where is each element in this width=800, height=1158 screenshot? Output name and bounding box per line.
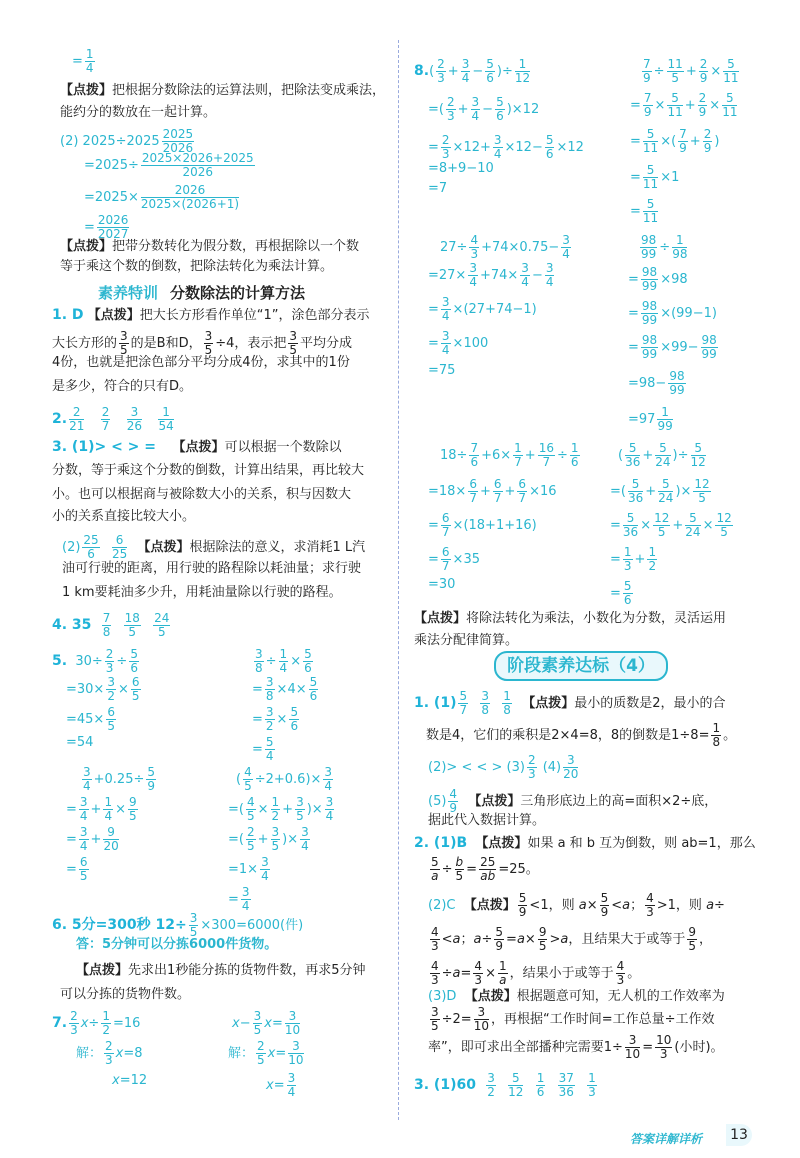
eq-line: 解： $\frac{2}{5}$ x= $\frac{3}{10}$	[228, 1039, 304, 1067]
eq-line: = $\frac{5}{11}$ ×( $\frac{7}{9}$ + $\frac{2}{9}$ )	[630, 127, 720, 155]
eq-line: =45× $\frac{6}{5}$	[66, 705, 115, 733]
tip-text: 【点拨】把带分数转化为假分数，再根据除以一个数	[60, 239, 360, 254]
section-title: 素养特训 分数除法的计算方法	[98, 284, 306, 302]
answer-3: 1 km要耗油多少升，用耗油量除以行驶的路程。	[62, 585, 342, 600]
eq-line: =97 $\frac{1}{99}$	[628, 405, 673, 433]
eq-line: = $\frac{3}{4}$ + $\frac{9}{20}$	[66, 825, 119, 853]
answer-1: 大长方形的 $\frac{3}{5}$ 的是B和D， $\frac{3}{5}$ ÷4，表示把 $\frac{3}{5}$ 平均分成	[52, 329, 353, 357]
answer-5: 5. 30÷ $\frac{2}{3}$ ÷ $\frac{5}{6}$	[52, 647, 138, 675]
answer-6: 答：5分钟可以分拣6000件货物。	[76, 937, 278, 952]
eq-line: = $\frac{98}{99}$ ×99− $\frac{98}{99}$	[628, 333, 717, 361]
eq-line: $\frac{3}{4}$ +0.25÷ $\frac{5}{9}$	[83, 765, 156, 793]
footer-label: 答案详解详析	[630, 1132, 703, 1146]
eq-line: 解： $\frac{2}{3}$ x=8	[76, 1039, 143, 1067]
answer-1: 是多少，符合的只有D。	[52, 379, 193, 394]
stage-answer-2: $\frac{3}{5}$ ÷2= $\frac{3}{10}$ ，再根据“工作时间=工作总量÷工作效	[431, 1005, 715, 1033]
stage-answer-2: 2. (1)B 【点拨】如果 a 和 b 互为倒数，则 ab=1，那么	[414, 835, 756, 851]
eq-line: =2025× $\frac{2026}{2025\times(2026+1)}$	[84, 183, 240, 211]
answer-1: 1. D 【点拨】把大长方形看作单位“1”，涂色部分表示	[52, 307, 370, 323]
eq-line: =( $\frac{5}{36}$ + $\frac{5}{24}$ )× $\frac{12}{5}$	[610, 477, 710, 505]
stage-answer-2: $\frac{4}{3}$ ÷a= $\frac{4}{3}$ × $\frac{1}{a}$ ，结果小于或等于 $\frac{4}{3}$ 。	[431, 959, 641, 987]
eq-line: $\frac{3}{8}$ ÷ $\frac{1}{4}$ × $\frac{5}{6}$	[255, 647, 312, 675]
answer-4: 4. 35 $\frac{7}{8}$ $\frac{18}{5}$ $\frac{24}{5}$	[52, 611, 170, 639]
page-number: 13	[726, 1124, 752, 1146]
eq-line: = $\frac{5}{11}$	[630, 197, 659, 225]
stage-answer-2: (2)C 【点拨】 $\frac{5}{9}$ <1，则 a× $\frac{5}{9}$ <a； $\frac{4}{3}$ >1，则 a÷	[428, 891, 725, 919]
eq-line: =2025÷ $\frac{2025\times 2026+2025}{2026}$	[84, 151, 254, 179]
eq-line: ( $\frac{4}{5}$ ÷2+0.6)× $\frac{3}{4}$	[236, 765, 333, 793]
stage-answer-2: $\frac{5}{a}$ ÷ $\frac{b}{5}$ = $\frac{25}{ab}$ =25。	[431, 855, 539, 883]
answer-1: 4份，也就是把涂色部分平均分成4份，求其中的1份	[52, 355, 350, 370]
answer-3: 小。也可以根据商与被除数大小的关系，积与因数大	[52, 487, 352, 502]
answer-7: 7. $\frac{2}{3}$ x÷ $\frac{1}{2}$ =16	[52, 1009, 141, 1037]
answer-3: 油可行驶的距离，用行驶的路程除以耗油量；求行驶	[62, 561, 362, 576]
stage-answer-1: 据此代入数据计算。	[428, 813, 546, 828]
eq-line: = $\frac{3}{2}$ × $\frac{5}{6}$	[252, 705, 299, 733]
answer-6: 6. 5分=300秒 12÷ $\frac{3}{5}$ ×300=6000(件)	[52, 911, 304, 939]
stage-answer-1: 1. (1) $\frac{5}{7}$ $\frac{3}{8}$ $\frac{1}{8}$ 【点拨】最小的质数是2，最小的合	[414, 689, 726, 717]
stage-answer-2: $\frac{4}{3}$ <a；a÷ $\frac{5}{9}$ =a× $\frac{9}{5}$ >a，且结果大于或等于 $\frac{9}{5}$ ，	[431, 925, 713, 953]
eq-line: =( $\frac{2}{5}$ + $\frac{3}{5}$ )× $\frac{3}{4}$	[228, 825, 309, 853]
eq-line: =27× $\frac{3}{4}$ +74× $\frac{3}{4}$ − $\frac{3}{4}$	[428, 261, 554, 289]
answer-3: 分数，等于乘这个分数的倒数，计算出结果，再比较大	[52, 463, 365, 478]
eq-line: =( $\frac{4}{5}$ × $\frac{1}{2}$ + $\frac{3}{5}$ )× $\frac{3}{4}$	[228, 795, 334, 823]
eq-line: =( $\frac{2}{3}$ + $\frac{3}{4}$ − $\frac{5}{6}$ )×12	[428, 95, 540, 123]
eq-line: = $\frac{3}{8}$ ×4× $\frac{5}{6}$	[252, 675, 318, 703]
eq-line: = $\frac{2026}{2027}$	[84, 213, 129, 241]
eq-line: = $\frac{3}{4}$ ×(27+74−1)	[428, 295, 537, 323]
eq-line: =1× $\frac{3}{4}$	[228, 855, 269, 883]
tip-text: 乘法分配律简算。	[414, 633, 519, 648]
eq-line: =7	[428, 181, 448, 196]
eq-line: x− $\frac{3}{5}$ x= $\frac{3}{10}$	[232, 1009, 301, 1037]
eq-line: ( $\frac{5}{36}$ + $\frac{5}{24}$ )÷ $\frac{5}{12}$	[618, 441, 706, 469]
eq-line: = $\frac{3}{4}$ + $\frac{1}{4}$ × $\frac{9}{5}$	[66, 795, 137, 823]
answer-2: 2. $\frac{2}{21}$ $\frac{2}{7}$ $\frac{3}{26}$ $\frac{1}{54}$	[52, 405, 174, 433]
eq-line: =8+9−10	[428, 161, 494, 176]
eq-line: x= $\frac{3}{4}$	[266, 1071, 296, 1099]
stage-answer-1: (5) $\frac{4}{9}$ 【点拨】三角形底边上的高=面积×2÷底，	[428, 787, 718, 815]
eq-line: = $\frac{5}{36}$ × $\frac{12}{5}$ + $\frac{5}{24}$ × $\frac{12}{5}$	[610, 511, 732, 539]
eq-line: $\frac{7}{9}$ ÷ $\frac{11}{5}$ + $\frac{2}{9}$ × $\frac{5}{11}$	[643, 57, 739, 85]
eq-line: = $\frac{5}{6}$	[610, 579, 632, 607]
stage-answer-3: 3. (1)60 $\frac{3}{2}$ $\frac{5}{12}$ $\frac{1}{6}$ $\frac{37}{36}$ $\frac{1}{3}$	[414, 1071, 596, 1099]
eq-line: $\frac{98}{99}$ ÷ $\frac{1}{98}$	[641, 233, 688, 261]
eq-line: = $\frac{98}{99}$ ×98	[628, 265, 688, 293]
stage-answer-1: 数是4，它们的乘积是2×4=8，8的倒数是1÷8= $\frac{1}{8}$ 。	[426, 721, 737, 749]
eq-line: =75	[428, 363, 456, 378]
eq-line: 27÷ $\frac{4}{3}$ +74×0.75− $\frac{3}{4}$	[440, 233, 570, 261]
eq-line: =30	[428, 577, 456, 592]
tip-text: 可以分拣的货物件数。	[60, 987, 191, 1002]
answer-8: 8.( $\frac{2}{3}$ + $\frac{3}{4}$ − $\frac{5}{6}$ )÷ $\frac{1}{12}$	[414, 57, 531, 85]
eq-line: = $\frac{5}{4}$	[252, 735, 274, 763]
stage-answer-2: 率”，即可求出全部播种完需要1÷ $\frac{3}{10}$ = $\frac{10}{3}$ (小时)。	[428, 1033, 724, 1061]
eq-line: =18× $\frac{6}{7}$ + $\frac{6}{7}$ + $\frac{6}{7}$ ×16	[428, 477, 557, 505]
eq-line: = $\frac{7}{9}$ × $\frac{5}{11}$ + $\frac{2}{9}$ × $\frac{5}{11}$	[630, 91, 738, 119]
stage-answer-1: (2)> < < > (3) $\frac{2}{3}$ (4) $\frac{3}{20}$	[428, 753, 579, 781]
eq-line: = $\frac{1}{4}$	[72, 47, 94, 75]
tip-text: 【点拨】把根据分数除法的运算法则，把除法变成乘法，	[60, 83, 386, 98]
eq-line: = $\frac{98}{99}$ ×(99−1)	[628, 299, 717, 327]
tip-text: 能约分的数放在一起计算。	[60, 105, 217, 120]
answer-3: (2) $\frac{25}{6}$ $\frac{6}{25}$ 【点拨】根据除法的意义，求消耗1 L汽	[62, 533, 366, 561]
eq-line: = $\frac{6}{5}$	[66, 855, 88, 883]
eq-line: (2) 2025÷2025 $\frac{2025}{2026}$	[60, 127, 194, 155]
tip-text: 等于乘这个数的倒数，把除法转化为乘法计算。	[60, 259, 334, 274]
column-divider	[398, 40, 399, 1120]
eq-line: =54	[66, 735, 94, 750]
answer-3: 小的关系直接比较大小。	[52, 509, 196, 524]
eq-line: x=12	[112, 1073, 148, 1088]
eq-line: = $\frac{6}{7}$ ×(18+1+16)	[428, 511, 537, 539]
eq-line: 18÷ $\frac{7}{6}$ +6× $\frac{1}{7}$ + $\frac{16}{7}$ ÷ $\frac{1}{6}$	[440, 441, 579, 469]
eq-line: =30× $\frac{3}{2}$ × $\frac{6}{5}$	[66, 675, 140, 703]
tip-text: 【点拨】先求出1秒能分拣的货物件数，再求5分钟	[76, 963, 366, 978]
eq-line: = $\frac{1}{3}$ + $\frac{1}{2}$	[610, 545, 657, 573]
eq-line: =98− $\frac{98}{99}$	[628, 369, 685, 397]
eq-line: = $\frac{6}{7}$ ×35	[428, 545, 480, 573]
eq-line: = $\frac{3}{4}$ ×100	[428, 329, 489, 357]
tip-text: 【点拨】将除法转化为乘法，小数化为分数，灵活运用	[414, 611, 727, 626]
answer-3: 3. (1)> < > = 【点拨】可以根据一个数除以	[52, 439, 342, 455]
eq-line: = $\frac{3}{4}$	[228, 885, 250, 913]
eq-line: = $\frac{5}{11}$ ×1	[630, 163, 680, 191]
eq-line: = $\frac{2}{3}$ ×12+ $\frac{3}{4}$ ×12− $\frac{5}{6}$ ×12	[428, 133, 584, 161]
stage-banner: 阶段素养达标（4）	[494, 651, 668, 681]
stage-answer-2: (3)D 【点拨】根据题意可知，无人机的工作效率为	[428, 989, 725, 1004]
